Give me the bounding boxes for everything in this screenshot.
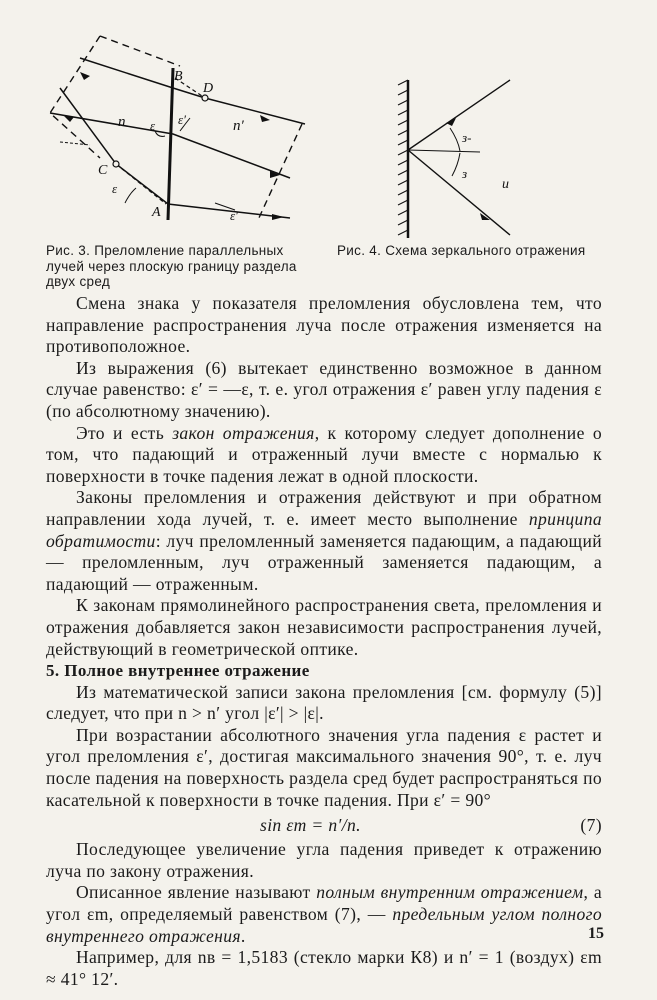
page-number: 15	[588, 925, 604, 942]
text-run: : луч преломленный заменяется падающим, а падающий — преломленным, луч отраженный заменяется падающим, а падающий — отраженным.	[46, 530, 602, 594]
label-angle-lower: з	[462, 166, 468, 181]
figure-4-mirror-diagram	[380, 60, 620, 240]
figure-4-caption: Рис. 4. Схема зеркального отражения	[337, 243, 586, 258]
text-run: Это и есть	[76, 422, 173, 443]
term-reversibility: принципа обратимости	[46, 508, 602, 551]
term-total-internal-reflection: полным внутренним отражением	[316, 882, 584, 903]
paragraph	[46, 423, 602, 488]
paragraph	[46, 487, 602, 595]
figure-3-caption: Рис. 3. Преломление параллельных лучей через плоскую границу раздела двух сред	[46, 243, 297, 289]
body-text	[46, 293, 602, 990]
label-eps-upper: ε	[150, 118, 156, 133]
text-run: Законы преломления и отражения действуют и при обратном направлении хода лучей, т. е. имеет место выполнение	[46, 487, 602, 529]
label-eps-prime-upper: ε′	[178, 112, 186, 127]
label-D: D	[203, 81, 214, 96]
term-law-of-reflection: закон отражения	[172, 422, 315, 443]
figure-4-svg	[380, 60, 620, 240]
formula-number: (7)	[580, 815, 602, 836]
paragraph: Смена знака у показателя преломления обусловлена тем, что направление распространения луча после отражения изменяется на противоположное.	[46, 293, 602, 357]
paragraph: К законам прямолинейного распространения света, преломления и отражения добавляется закон независимости распространения лучей, действующий в геометрической оптике.	[46, 595, 602, 659]
paragraph: Из математической записи закона преломления [см. формулу (5)] следует, что при n > n′ угол |ε′| > |ε|.	[46, 681, 602, 724]
label-eps-lower: ε	[112, 181, 118, 196]
paragraph: Последующее увеличение угла падения приведет к отражению луча по закону отражения.	[46, 839, 602, 881]
formula-expression: sin εm = n′/n.	[260, 815, 361, 836]
text-run: .	[240, 925, 246, 946]
label-A: A	[152, 205, 161, 220]
paragraph: При возрастании абсолютного значения угла падения ε растет и угол преломления ε′, достигая максимального значения 90°, т. е. луч после падения на поверхность раздела сред будет распространяться по касательной к поверхности в точке падения. При ε′ = 90°	[46, 724, 602, 810]
formula-7	[46, 811, 602, 839]
label-n: n	[118, 114, 126, 130]
label-eps-prime-lower: ε′	[230, 208, 238, 223]
paragraph: Из выражения (6) вытекает единственно возможное в данном случае равенство: ε′ = —ε, т. е. угол отражения ε′ равен углу падения ε (по абсолютному значению).	[46, 357, 602, 421]
label-angle-upper: з-	[462, 130, 472, 145]
label-n-prime: n′	[233, 118, 244, 134]
label-u: u	[502, 177, 509, 192]
label-B: B	[174, 69, 183, 84]
text-run: Описанное явление называют	[76, 882, 317, 903]
label-C: C	[98, 163, 108, 178]
section-heading: 5. Полное внутреннее отражение	[46, 661, 310, 681]
figure-3-svg	[40, 28, 325, 238]
paragraph	[46, 882, 602, 947]
text-run: , к которому следует дополнение о том, что падающий и отраженный лучи вместе с нормалью к поверхности в точке падения лежат в одной плоскости.	[46, 422, 602, 486]
paragraph: Например, для nв = 1,5183 (стекло марки К8) и n′ = 1 (воздух) εm ≈ 41° 12′.	[46, 947, 602, 989]
term-critical-angle: предельным углом полного внутреннего отражения	[46, 904, 602, 946]
text-run: , а угол εm, определяемый равенством (7), —	[46, 882, 603, 925]
figure-3-refraction-diagram	[40, 28, 325, 238]
